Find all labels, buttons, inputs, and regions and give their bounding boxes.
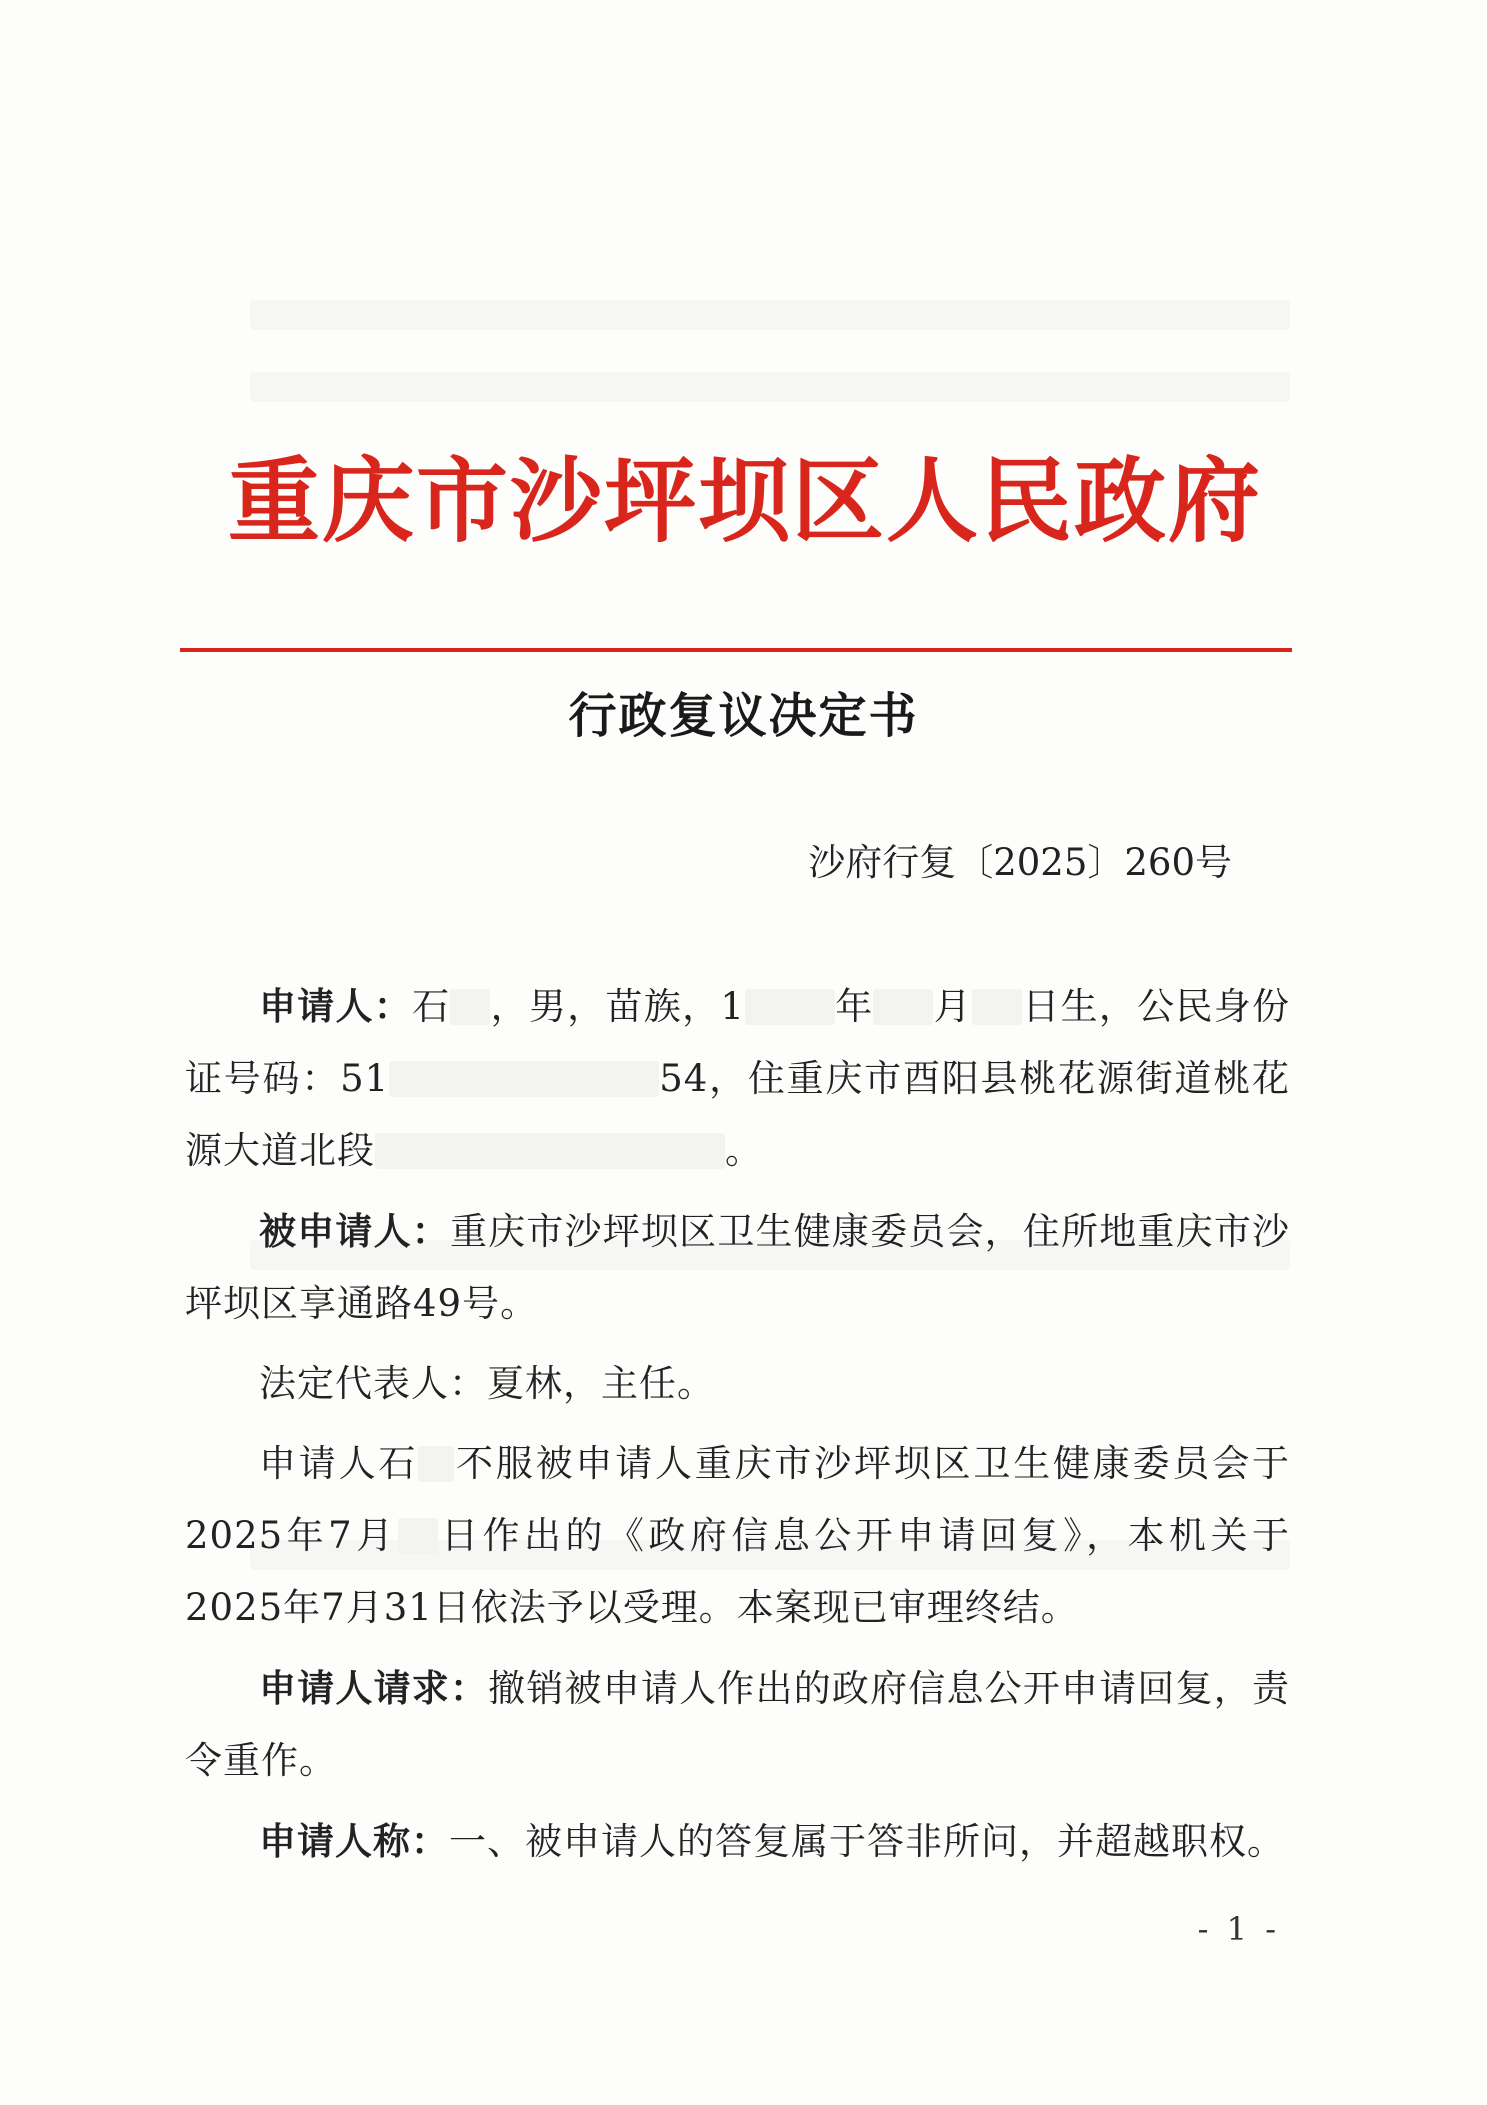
applicant-paragraph <box>185 970 1290 1187</box>
claim-paragraph <box>185 1805 1290 1878</box>
redaction-block <box>418 1446 454 1482</box>
document-body <box>185 970 1290 1886</box>
applicant-text-4: 月 <box>933 985 973 1028</box>
case-intro-text-2: 不服被申请人重庆市沙坪坝区卫生健康委员会于2025年7月 <box>185 1442 1291 1557</box>
show-through-shadow <box>250 300 1290 330</box>
applicant-text-1: 石 <box>412 985 451 1028</box>
applicant-text-2: ，男，苗族，1 <box>490 985 745 1028</box>
case-intro-text-1: 申请人石 <box>259 1442 419 1485</box>
redaction-block <box>745 989 835 1025</box>
red-divider-line <box>180 648 1292 652</box>
applicant-text-6: 54，住重庆市酉阳县桃花源街道桃花源大道北段 <box>185 1057 1290 1172</box>
redaction-block <box>450 989 490 1025</box>
redaction-block <box>389 1061 659 1097</box>
applicant-label: 申请人： <box>259 984 413 1028</box>
page-number: - 1 - <box>1197 1910 1280 1948</box>
applicant-text-3: 年 <box>834 985 874 1028</box>
claim-label: 申请人称： <box>259 1819 449 1863</box>
respondent-label: 被申请人： <box>259 1209 450 1253</box>
document-number: 沙府行复〔2025〕260号 <box>808 841 1232 884</box>
request-text: 撤销被申请人作出的政府信息公开申请回复，责令重作。 <box>185 1667 1291 1782</box>
case-intro-paragraph <box>185 1428 1290 1644</box>
claim-text: 一、被申请人的答复属于答非所问，并超越职权。 <box>449 1820 1285 1863</box>
respondent-paragraph <box>185 1195 1290 1340</box>
respondent-text: 重庆市沙坪坝区卫生健康委员会，住所地重庆市沙坪坝区享通路49号。 <box>185 1210 1291 1325</box>
show-through-shadow <box>250 372 1290 402</box>
redaction-block <box>873 989 933 1025</box>
redaction-block <box>375 1133 725 1169</box>
case-intro-text-3: 日作出的《政府信息公开申请回复》，本机关于2025年7月31日依法予以受理。本案现已审理终结。 <box>185 1514 1291 1629</box>
request-label: 申请人请求： <box>259 1666 489 1710</box>
legal-representative-paragraph: 法定代表人：夏林，主任。 <box>259 1362 715 1405</box>
issuing-authority-title: 重庆市沙坪坝区人民政府 <box>227 447 1262 555</box>
request-paragraph <box>185 1652 1290 1797</box>
redaction-block <box>398 1518 438 1554</box>
document-type-title: 行政复议决定书 <box>568 688 919 744</box>
applicant-text-5: 日生，公民身份证号码：51 <box>185 985 1291 1100</box>
applicant-text-7: 。 <box>725 1129 763 1172</box>
redaction-block <box>972 989 1022 1025</box>
